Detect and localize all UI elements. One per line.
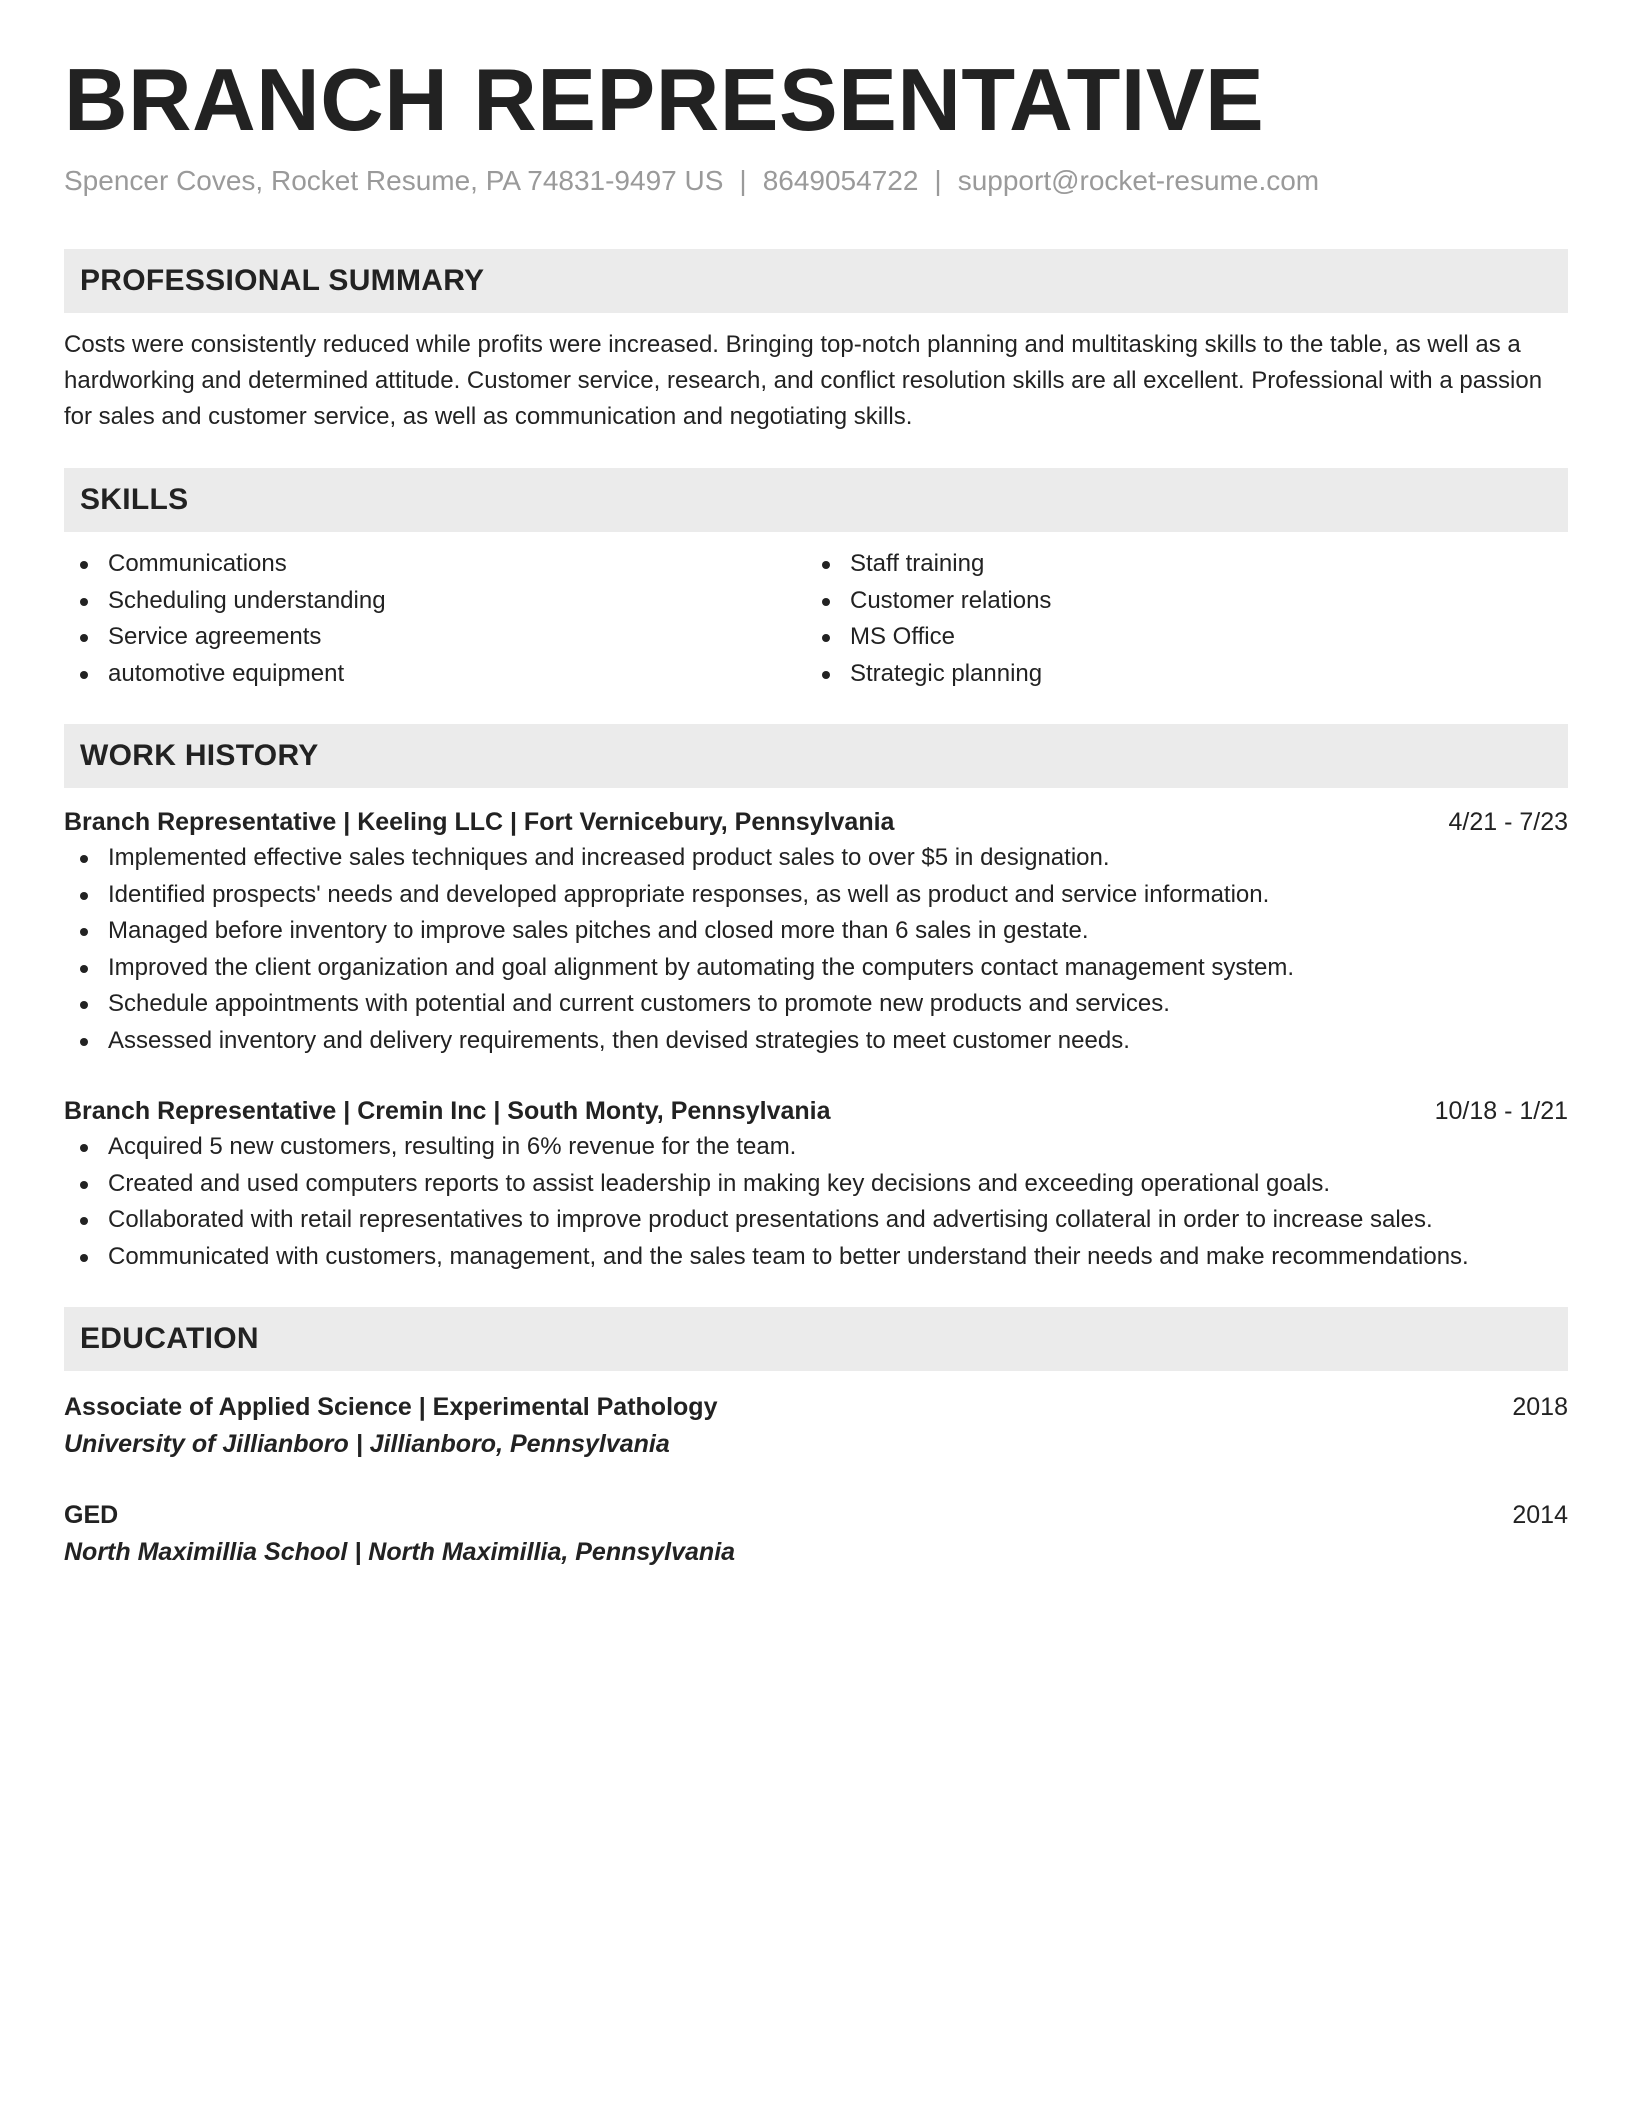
contact-phone: 8649054722 xyxy=(762,164,919,196)
job-bullet: Schedule appointments with potential and current customers to promote new products and services. xyxy=(64,986,1568,1023)
job-entry xyxy=(64,1093,1568,1275)
job-dates: 4/21 - 7/23 xyxy=(1448,808,1568,837)
school-name: University of Jillianboro | Jillianboro, Pennsylvania xyxy=(64,1430,670,1459)
contact-address: Spencer Coves, Rocket Resume, PA 74831-9497 US xyxy=(64,164,724,196)
contact-email: support@rocket-resume.com xyxy=(957,164,1320,196)
job-entry xyxy=(64,804,1568,1059)
skill-item: Staff training xyxy=(806,546,1568,583)
job-bullet: Communicated with customers, management, and the sales team to better understand their needs and make recommendations. xyxy=(64,1239,1568,1276)
section-heading-summary: PROFESSIONAL SUMMARY xyxy=(64,249,1568,313)
skills-section xyxy=(64,468,1568,692)
degree-title: GED xyxy=(64,1501,119,1530)
job-bullet: Improved the client organization and goal alignment by automating the computers contact management system. xyxy=(64,950,1568,987)
skill-item: Scheduling understanding xyxy=(64,583,806,620)
work-history-section xyxy=(64,724,1568,1275)
job-bullet: Collaborated with retail representatives to improve product presentations and advertising collateral in order to increase sales. xyxy=(64,1202,1568,1239)
education-year: 2014 xyxy=(1512,1501,1568,1530)
education-header xyxy=(64,1497,1568,1533)
job-dates: 10/18 - 1/21 xyxy=(1434,1097,1568,1126)
skills-grid xyxy=(64,546,1568,692)
job-header xyxy=(64,804,1568,840)
skill-item: Strategic planning xyxy=(806,656,1568,693)
contact-separator: | xyxy=(934,164,942,196)
job-bullet: Managed before inventory to improve sales pitches and closed more than 6 sales in gestate. xyxy=(64,913,1568,950)
education-year: 2018 xyxy=(1512,1393,1568,1422)
degree-title: Associate of Applied Science | Experimental Pathology xyxy=(64,1393,718,1422)
job-header xyxy=(64,1093,1568,1129)
education-header xyxy=(64,1389,1568,1425)
skills-list-left xyxy=(64,546,806,692)
section-heading-education: EDUCATION xyxy=(64,1307,1568,1371)
contact-separator: | xyxy=(739,164,747,196)
education-entry xyxy=(64,1389,1568,1463)
skill-item: Communications xyxy=(64,546,806,583)
skill-item: MS Office xyxy=(806,619,1568,656)
education-section xyxy=(64,1307,1568,1571)
job-title: Branch Representative | Cremin Inc | South Monty, Pennsylvania xyxy=(64,1097,831,1126)
resume-name-title: BRANCH REPRESENTATIVE xyxy=(64,50,1265,149)
skill-item: Service agreements xyxy=(64,619,806,656)
education-entry xyxy=(64,1497,1568,1571)
school-name: North Maximillia School | North Maximillia, Pennsylvania xyxy=(64,1538,736,1567)
skill-item: automotive equipment xyxy=(64,656,806,693)
job-title: Branch Representative | Keeling LLC | Fort Vernicebury, Pennsylvania xyxy=(64,808,895,837)
summary-text: Costs were consistently reduced while profits were increased. Bringing top-notch planning and multitasking skills to the table, as well as a hardworking and determined attitude. Customer service, research, and conflict resolution skills are all excellent. Professional with a passion for sales and customer service, as well as communication and negotiating skills. xyxy=(64,331,1543,431)
professional-summary-section xyxy=(64,249,1568,435)
skill-item: Customer relations xyxy=(806,583,1568,620)
job-bullet: Identified prospects' needs and developed appropriate responses, as well as product and service information. xyxy=(64,877,1568,914)
job-bullet-list xyxy=(64,840,1568,1059)
job-bullet-list xyxy=(64,1129,1568,1275)
job-bullet: Implemented effective sales techniques and increased product sales to over $5 in designation. xyxy=(64,840,1568,877)
contact-line xyxy=(64,163,1568,199)
job-bullet: Assessed inventory and delivery requirements, then devised strategies to meet customer needs. xyxy=(64,1023,1568,1060)
job-bullet: Created and used computers reports to assist leadership in making key decisions and exceeding operational goals. xyxy=(64,1166,1568,1203)
skills-list-right xyxy=(806,546,1568,692)
section-heading-skills: SKILLS xyxy=(64,468,1568,532)
section-heading-work: WORK HISTORY xyxy=(64,724,1568,788)
job-bullet: Acquired 5 new customers, resulting in 6% revenue for the team. xyxy=(64,1129,1568,1166)
